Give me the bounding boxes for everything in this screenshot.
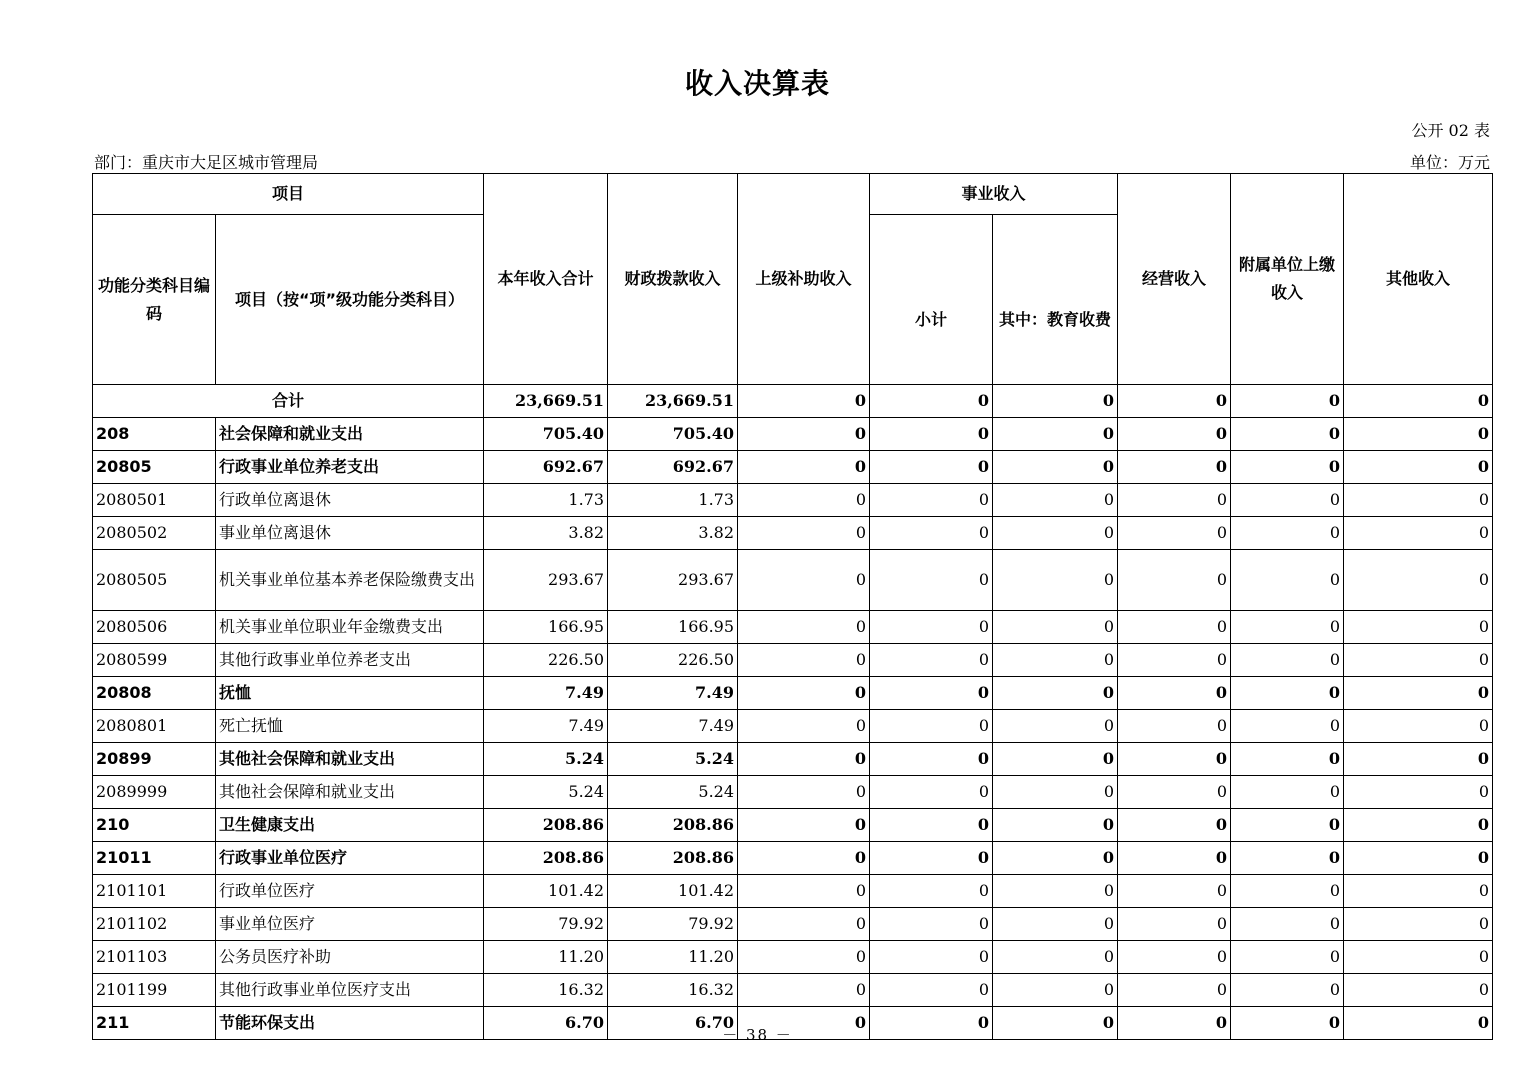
row-value: 0 — [993, 611, 1118, 644]
table-row — [93, 842, 1493, 875]
row-value: 0 — [1344, 644, 1493, 677]
row-value: 0 — [870, 875, 993, 908]
row-name: 其他社会保障和就业支出 — [216, 776, 484, 809]
row-code: 208 — [93, 418, 216, 451]
row-value: 1.73 — [484, 484, 608, 517]
row-value: 0 — [993, 517, 1118, 550]
row-value: 0 — [738, 451, 870, 484]
row-value: 0 — [1118, 451, 1231, 484]
row-value: 0 — [1118, 1007, 1231, 1040]
row-value: 0 — [1118, 418, 1231, 451]
row-value: 0 — [1231, 677, 1344, 710]
row-name: 行政事业单位医疗 — [216, 842, 484, 875]
row-value: 705.40 — [484, 418, 608, 451]
row-value: 0 — [1231, 941, 1344, 974]
row-value: 0 — [870, 743, 993, 776]
row-code: 2101199 — [93, 974, 216, 1007]
row-value: 0 — [1231, 611, 1344, 644]
row-value: 16.32 — [484, 974, 608, 1007]
row-value: 0 — [993, 451, 1118, 484]
row-value: 5.24 — [608, 776, 738, 809]
row-value: 0 — [738, 550, 870, 611]
unit-label: 单位：万元 — [1409, 153, 1490, 172]
row-value: 11.20 — [608, 941, 738, 974]
row-value: 0 — [1344, 451, 1493, 484]
row-code: 2080502 — [93, 517, 216, 550]
table-row — [93, 743, 1493, 776]
header-fiscal-income: 财政拨款收入 — [608, 174, 738, 385]
department-label: 部门：重庆市大足区城市管理局 — [94, 153, 319, 172]
header-operating-income: 经营收入 — [1118, 174, 1231, 385]
row-value: 0 — [870, 611, 993, 644]
row-value: 1.73 — [608, 484, 738, 517]
row-value: 0 — [738, 842, 870, 875]
row-code: 20899 — [93, 743, 216, 776]
row-value: 0 — [993, 1007, 1118, 1040]
row-code: 2080801 — [93, 710, 216, 743]
row-value: 0 — [1231, 974, 1344, 1007]
row-code: 2101102 — [93, 908, 216, 941]
row-value: 208.86 — [608, 809, 738, 842]
header-education-fee: 其中：教育收费 — [993, 215, 1118, 385]
row-name: 行政单位离退休 — [216, 484, 484, 517]
page-title: 收入决算表 — [684, 67, 830, 100]
row-value: 0 — [1231, 842, 1344, 875]
row-value: 0 — [870, 842, 993, 875]
table-row — [93, 776, 1493, 809]
table-row — [93, 550, 1493, 611]
income-settlement-table — [92, 173, 1493, 1040]
row-name: 行政单位医疗 — [216, 875, 484, 908]
row-value: 0 — [1344, 974, 1493, 1007]
row-value: 0 — [993, 875, 1118, 908]
row-value: 79.92 — [484, 908, 608, 941]
row-value: 0 — [993, 484, 1118, 517]
row-value: 0 — [1118, 484, 1231, 517]
row-value: 6.70 — [484, 1007, 608, 1040]
table-row — [93, 974, 1493, 1007]
row-value: 166.95 — [484, 611, 608, 644]
total-cell: 0 — [738, 385, 870, 418]
table-row — [93, 517, 1493, 550]
row-code: 2089999 — [93, 776, 216, 809]
row-value: 0 — [1231, 809, 1344, 842]
row-name: 其他社会保障和就业支出 — [216, 743, 484, 776]
row-value: 0 — [1231, 743, 1344, 776]
total-cell: 0 — [1231, 385, 1344, 418]
row-value: 0 — [738, 710, 870, 743]
header-code: 功能分类科目编码 — [93, 215, 216, 385]
table-row — [93, 644, 1493, 677]
row-value: 0 — [993, 776, 1118, 809]
row-value: 7.49 — [484, 710, 608, 743]
table-row — [93, 451, 1493, 484]
total-cell: 23,669.51 — [608, 385, 738, 418]
row-value: 208.86 — [484, 809, 608, 842]
row-name: 事业单位离退休 — [216, 517, 484, 550]
total-cell: 0 — [870, 385, 993, 418]
row-value: 0 — [870, 644, 993, 677]
row-name: 其他行政事业单位医疗支出 — [216, 974, 484, 1007]
row-value: 0 — [1231, 644, 1344, 677]
row-value: 0 — [993, 908, 1118, 941]
row-value: 0 — [1344, 908, 1493, 941]
row-value: 0 — [870, 677, 993, 710]
row-name: 社会保障和就业支出 — [216, 418, 484, 451]
table-row — [93, 484, 1493, 517]
row-value: 0 — [993, 974, 1118, 1007]
row-name: 事业单位医疗 — [216, 908, 484, 941]
row-value: 7.49 — [608, 677, 738, 710]
total-cell: 0 — [1344, 385, 1493, 418]
row-value: 3.82 — [484, 517, 608, 550]
row-value: 0 — [1231, 875, 1344, 908]
row-value: 0 — [1344, 677, 1493, 710]
row-value: 0 — [1118, 974, 1231, 1007]
table-code: 公开 02 表 — [1411, 121, 1490, 140]
row-value: 0 — [1231, 418, 1344, 451]
row-value: 0 — [993, 743, 1118, 776]
total-cell: 23,669.51 — [484, 385, 608, 418]
row-value: 692.67 — [608, 451, 738, 484]
row-value: 0 — [738, 809, 870, 842]
row-value: 705.40 — [608, 418, 738, 451]
header-subtotal: 小计 — [870, 215, 993, 385]
row-value: 0 — [870, 908, 993, 941]
row-value: 16.32 — [608, 974, 738, 1007]
row-name: 卫生健康支出 — [216, 809, 484, 842]
header-total-income: 本年收入合计 — [484, 174, 608, 385]
row-value: 0 — [738, 484, 870, 517]
row-value: 0 — [1118, 842, 1231, 875]
page-number: － 38 － — [722, 1026, 793, 1044]
row-value: 293.67 — [608, 550, 738, 611]
row-value: 293.67 — [484, 550, 608, 611]
table-body — [93, 385, 1493, 1040]
row-value: 0 — [1118, 517, 1231, 550]
row-value: 0 — [993, 941, 1118, 974]
row-value: 0 — [738, 908, 870, 941]
row-value: 0 — [1118, 611, 1231, 644]
row-value: 0 — [1344, 743, 1493, 776]
row-value: 0 — [1344, 842, 1493, 875]
row-name: 其他行政事业单位养老支出 — [216, 644, 484, 677]
row-value: 0 — [870, 974, 993, 1007]
row-value: 0 — [1344, 418, 1493, 451]
header-affiliated-income: 附属单位上缴收入 — [1231, 174, 1344, 385]
row-value: 7.49 — [484, 677, 608, 710]
row-value: 0 — [1344, 611, 1493, 644]
header-other-income: 其他收入 — [1344, 174, 1493, 385]
row-value: 0 — [738, 677, 870, 710]
row-value: 0 — [993, 710, 1118, 743]
total-cell: 0 — [1118, 385, 1231, 418]
row-value: 0 — [1344, 1007, 1493, 1040]
row-value: 5.24 — [484, 743, 608, 776]
row-value: 0 — [738, 644, 870, 677]
row-value: 0 — [993, 677, 1118, 710]
header-item-group: 项目 — [93, 174, 484, 215]
row-value: 0 — [870, 809, 993, 842]
row-value: 226.50 — [484, 644, 608, 677]
table-row — [93, 611, 1493, 644]
row-value: 0 — [870, 451, 993, 484]
table-row — [93, 809, 1493, 842]
row-code: 2080506 — [93, 611, 216, 644]
row-value: 0 — [870, 776, 993, 809]
row-value: 0 — [1231, 517, 1344, 550]
row-value: 0 — [1344, 776, 1493, 809]
row-value: 208.86 — [484, 842, 608, 875]
row-code: 210 — [93, 809, 216, 842]
row-value: 101.42 — [484, 875, 608, 908]
row-value: 226.50 — [608, 644, 738, 677]
row-value: 0 — [1118, 875, 1231, 908]
row-value: 0 — [993, 842, 1118, 875]
row-value: 0 — [1118, 677, 1231, 710]
row-value: 11.20 — [484, 941, 608, 974]
row-value: 0 — [1231, 550, 1344, 611]
row-value: 0 — [1231, 484, 1344, 517]
row-value: 5.24 — [608, 743, 738, 776]
row-value: 5.24 — [484, 776, 608, 809]
row-value: 0 — [993, 644, 1118, 677]
row-value: 0 — [993, 550, 1118, 611]
row-value: 0 — [738, 974, 870, 1007]
row-code: 20805 — [93, 451, 216, 484]
row-value: 208.86 — [608, 842, 738, 875]
row-name: 公务员医疗补助 — [216, 941, 484, 974]
table-row — [93, 677, 1493, 710]
header-name: 项目（按“项”级功能分类科目） — [216, 215, 484, 385]
row-value: 0 — [1344, 484, 1493, 517]
row-value: 0 — [1118, 908, 1231, 941]
row-value: 79.92 — [608, 908, 738, 941]
table-row — [93, 710, 1493, 743]
table-row — [93, 941, 1493, 974]
row-name: 机关事业单位职业年金缴费支出 — [216, 611, 484, 644]
row-value: 0 — [870, 710, 993, 743]
row-value: 0 — [1118, 644, 1231, 677]
row-value: 0 — [870, 550, 993, 611]
row-name: 机关事业单位基本养老保险缴费支出 — [216, 550, 484, 611]
row-value: 0 — [1344, 941, 1493, 974]
row-value: 0 — [738, 418, 870, 451]
row-value: 0 — [738, 941, 870, 974]
row-value: 0 — [1231, 908, 1344, 941]
row-value: 0 — [870, 517, 993, 550]
row-value: 692.67 — [484, 451, 608, 484]
header-career-income: 事业收入 — [870, 174, 1118, 215]
row-value: 0 — [870, 941, 993, 974]
row-value: 0 — [1118, 743, 1231, 776]
row-value: 0 — [1118, 550, 1231, 611]
row-value: 0 — [993, 809, 1118, 842]
table-row — [93, 418, 1493, 451]
row-value: 6.70 — [608, 1007, 738, 1040]
row-value: 0 — [1231, 1007, 1344, 1040]
row-value: 0 — [1118, 941, 1231, 974]
table-row — [93, 875, 1493, 908]
row-value: 0 — [1231, 776, 1344, 809]
row-name: 行政事业单位养老支出 — [216, 451, 484, 484]
row-code: 2101101 — [93, 875, 216, 908]
row-value: 0 — [1344, 875, 1493, 908]
row-name: 抚恤 — [216, 677, 484, 710]
row-name: 死亡抚恤 — [216, 710, 484, 743]
row-value: 0 — [1231, 710, 1344, 743]
row-code: 20808 — [93, 677, 216, 710]
row-value: 0 — [738, 517, 870, 550]
row-code: 2080599 — [93, 644, 216, 677]
row-value: 3.82 — [608, 517, 738, 550]
header-superior-subsidy: 上级补助收入 — [738, 174, 870, 385]
row-code: 2080505 — [93, 550, 216, 611]
row-value: 0 — [993, 418, 1118, 451]
row-value: 101.42 — [608, 875, 738, 908]
row-value: 0 — [870, 418, 993, 451]
row-value: 0 — [1231, 451, 1344, 484]
row-value: 7.49 — [608, 710, 738, 743]
row-value: 0 — [1118, 809, 1231, 842]
row-value: 0 — [1118, 710, 1231, 743]
row-code: 21011 — [93, 842, 216, 875]
row-value: 0 — [738, 743, 870, 776]
row-value: 0 — [738, 1007, 870, 1040]
row-code: 2080501 — [93, 484, 216, 517]
row-value: 0 — [1118, 776, 1231, 809]
row-value: 0 — [738, 776, 870, 809]
row-value: 166.95 — [608, 611, 738, 644]
row-value: 0 — [1344, 710, 1493, 743]
total-cell: 0 — [993, 385, 1118, 418]
row-value: 0 — [738, 875, 870, 908]
row-value: 0 — [1344, 517, 1493, 550]
row-code: 2101103 — [93, 941, 216, 974]
row-value: 0 — [1344, 550, 1493, 611]
row-value: 0 — [870, 484, 993, 517]
total-label: 合计 — [93, 385, 484, 418]
total-row — [93, 385, 1493, 418]
row-value: 0 — [870, 1007, 993, 1040]
row-code: 211 — [93, 1007, 216, 1040]
row-value: 0 — [1344, 809, 1493, 842]
table-row — [93, 908, 1493, 941]
row-value: 0 — [738, 611, 870, 644]
row-name: 节能环保支出 — [216, 1007, 484, 1040]
